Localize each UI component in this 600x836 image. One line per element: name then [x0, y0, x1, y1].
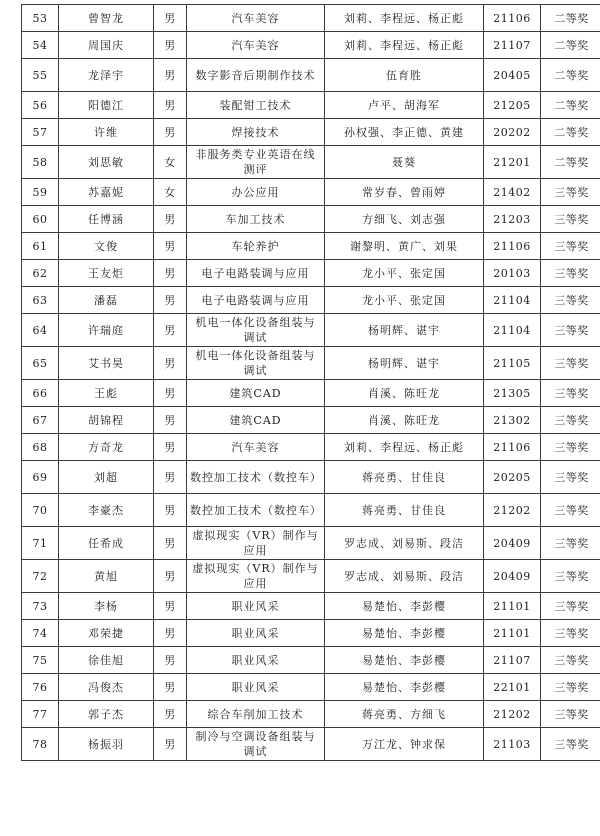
student-name-cell: 李豪杰	[59, 494, 154, 527]
instructor-names-cell: 蒋亮勇、甘佳良	[325, 461, 484, 494]
class-code-cell: 21104	[484, 314, 541, 347]
student-name-cell: 许瑞庭	[59, 314, 154, 347]
table-row	[22, 233, 600, 260]
row-number-cell: 66	[22, 380, 59, 407]
row-number-cell: 58	[22, 146, 59, 179]
award-level-cell: 二等奖	[541, 146, 600, 179]
table-row	[22, 287, 600, 314]
competition-project-cell: 车轮养护	[187, 233, 325, 260]
competition-project-cell: 汽车美容	[187, 5, 325, 32]
table-row	[22, 314, 600, 347]
award-level-cell: 三等奖	[541, 233, 600, 260]
instructor-names-cell: 易楚怡、李彭樱	[325, 620, 484, 647]
award-level-cell: 三等奖	[541, 434, 600, 461]
instructor-names-cell: 谢黎明、黄广、刘果	[325, 233, 484, 260]
class-code-cell: 20202	[484, 119, 541, 146]
gender-cell: 男	[154, 407, 187, 434]
competition-project-cell: 综合车削加工技术	[187, 701, 325, 728]
competition-project-cell: 机电一体化设备组装与调试	[187, 314, 325, 347]
table-row	[22, 701, 600, 728]
class-code-cell: 20405	[484, 59, 541, 92]
row-number-cell: 62	[22, 260, 59, 287]
class-code-cell: 21107	[484, 32, 541, 59]
row-number-cell: 71	[22, 527, 59, 560]
award-level-cell: 二等奖	[541, 59, 600, 92]
instructor-names-cell: 方细飞、刘志强	[325, 206, 484, 233]
award-level-cell: 三等奖	[541, 647, 600, 674]
class-code-cell: 21205	[484, 92, 541, 119]
class-code-cell: 21104	[484, 287, 541, 314]
competition-project-cell: 电子电路装调与应用	[187, 287, 325, 314]
gender-cell: 男	[154, 647, 187, 674]
class-code-cell: 21203	[484, 206, 541, 233]
student-name-cell: 杨振羽	[59, 728, 154, 761]
award-level-cell: 三等奖	[541, 314, 600, 347]
competition-project-cell: 数字影音后期制作技术	[187, 59, 325, 92]
row-number-cell: 65	[22, 347, 59, 380]
gender-cell: 男	[154, 494, 187, 527]
gender-cell: 男	[154, 260, 187, 287]
class-code-cell: 21201	[484, 146, 541, 179]
row-number-cell: 75	[22, 647, 59, 674]
row-number-cell: 72	[22, 560, 59, 593]
class-code-cell: 22101	[484, 674, 541, 701]
competition-project-cell: 焊接技术	[187, 119, 325, 146]
table-row	[22, 179, 600, 206]
award-table	[21, 4, 600, 761]
instructor-names-cell: 杨明辉、谌宇	[325, 347, 484, 380]
table-row	[22, 593, 600, 620]
student-name-cell: 徐佳旭	[59, 647, 154, 674]
class-code-cell: 21106	[484, 233, 541, 260]
instructor-names-cell: 易楚怡、李彭樱	[325, 674, 484, 701]
student-name-cell: 方奇龙	[59, 434, 154, 461]
student-name-cell: 许维	[59, 119, 154, 146]
row-number-cell: 64	[22, 314, 59, 347]
award-level-cell: 三等奖	[541, 179, 600, 206]
student-name-cell: 周国庆	[59, 32, 154, 59]
award-level-cell: 三等奖	[541, 728, 600, 761]
gender-cell: 男	[154, 527, 187, 560]
gender-cell: 男	[154, 560, 187, 593]
award-level-cell: 三等奖	[541, 206, 600, 233]
row-number-cell: 60	[22, 206, 59, 233]
student-name-cell: 胡锦程	[59, 407, 154, 434]
gender-cell: 男	[154, 347, 187, 380]
gender-cell: 女	[154, 179, 187, 206]
competition-project-cell: 制冷与空调设备组装与调试	[187, 728, 325, 761]
instructor-names-cell: 蒋亮勇、方细飞	[325, 701, 484, 728]
competition-project-cell: 数控加工技术（数控车）	[187, 461, 325, 494]
award-level-cell: 二等奖	[541, 32, 600, 59]
table-row	[22, 146, 600, 179]
table-row	[22, 347, 600, 380]
table-row	[22, 5, 600, 32]
award-level-cell: 三等奖	[541, 560, 600, 593]
gender-cell: 男	[154, 5, 187, 32]
gender-cell: 男	[154, 461, 187, 494]
instructor-names-cell: 肖溪、陈旺龙	[325, 380, 484, 407]
table-row	[22, 119, 600, 146]
row-number-cell: 56	[22, 92, 59, 119]
award-level-cell: 二等奖	[541, 5, 600, 32]
instructor-names-cell: 万江龙、钟求保	[325, 728, 484, 761]
competition-project-cell: 机电一体化设备组装与调试	[187, 347, 325, 380]
row-number-cell: 57	[22, 119, 59, 146]
student-name-cell: 任希成	[59, 527, 154, 560]
competition-project-cell: 装配钳工技术	[187, 92, 325, 119]
award-level-cell: 三等奖	[541, 260, 600, 287]
student-name-cell: 王友炬	[59, 260, 154, 287]
gender-cell: 男	[154, 380, 187, 407]
instructor-names-cell: 蒋亮勇、甘佳良	[325, 494, 484, 527]
competition-project-cell: 虚拟现实（VR）制作与应用	[187, 527, 325, 560]
table-row	[22, 527, 600, 560]
gender-cell: 男	[154, 434, 187, 461]
instructor-names-cell: 聂葵	[325, 146, 484, 179]
class-code-cell: 21107	[484, 647, 541, 674]
table-row	[22, 494, 600, 527]
competition-project-cell: 办公应用	[187, 179, 325, 206]
instructor-names-cell: 孙权强、李正德、黄建	[325, 119, 484, 146]
student-name-cell: 冯俊杰	[59, 674, 154, 701]
award-level-cell: 二等奖	[541, 92, 600, 119]
gender-cell: 男	[154, 314, 187, 347]
row-number-cell: 69	[22, 461, 59, 494]
competition-project-cell: 非服务类专业英语在线测评	[187, 146, 325, 179]
award-level-cell: 二等奖	[541, 119, 600, 146]
class-code-cell: 21101	[484, 620, 541, 647]
row-number-cell: 67	[22, 407, 59, 434]
student-name-cell: 刘超	[59, 461, 154, 494]
award-level-cell: 三等奖	[541, 407, 600, 434]
competition-project-cell: 职业风采	[187, 593, 325, 620]
gender-cell: 男	[154, 59, 187, 92]
table-row	[22, 434, 600, 461]
table-row	[22, 620, 600, 647]
gender-cell: 男	[154, 233, 187, 260]
award-table-body	[22, 5, 600, 761]
student-name-cell: 苏嘉妮	[59, 179, 154, 206]
instructor-names-cell: 杨明辉、谌宇	[325, 314, 484, 347]
student-name-cell: 李杨	[59, 593, 154, 620]
class-code-cell: 21106	[484, 5, 541, 32]
competition-project-cell: 职业风采	[187, 674, 325, 701]
class-code-cell: 21305	[484, 380, 541, 407]
class-code-cell: 21103	[484, 728, 541, 761]
student-name-cell: 邓荣捷	[59, 620, 154, 647]
competition-project-cell: 电子电路装调与应用	[187, 260, 325, 287]
student-name-cell: 黄旭	[59, 560, 154, 593]
competition-project-cell: 建筑CAD	[187, 407, 325, 434]
gender-cell: 男	[154, 593, 187, 620]
row-number-cell: 73	[22, 593, 59, 620]
instructor-names-cell: 伍育胜	[325, 59, 484, 92]
table-row	[22, 92, 600, 119]
gender-cell: 男	[154, 32, 187, 59]
row-number-cell: 61	[22, 233, 59, 260]
student-name-cell: 任博涵	[59, 206, 154, 233]
gender-cell: 男	[154, 674, 187, 701]
row-number-cell: 68	[22, 434, 59, 461]
row-number-cell: 53	[22, 5, 59, 32]
instructor-names-cell: 刘莉、李程远、杨正彪	[325, 434, 484, 461]
gender-cell: 男	[154, 287, 187, 314]
award-level-cell: 三等奖	[541, 347, 600, 380]
gender-cell: 女	[154, 146, 187, 179]
instructor-names-cell: 刘莉、李程远、杨正彪	[325, 5, 484, 32]
instructor-names-cell: 罗志成、刘易斯、段洁	[325, 527, 484, 560]
student-name-cell: 阳德江	[59, 92, 154, 119]
table-row	[22, 560, 600, 593]
class-code-cell: 21402	[484, 179, 541, 206]
instructor-names-cell: 易楚怡、李彭樱	[325, 593, 484, 620]
row-number-cell: 76	[22, 674, 59, 701]
class-code-cell: 21302	[484, 407, 541, 434]
student-name-cell: 龙泽宇	[59, 59, 154, 92]
class-code-cell: 20205	[484, 461, 541, 494]
award-level-cell: 三等奖	[541, 593, 600, 620]
competition-project-cell: 职业风采	[187, 647, 325, 674]
instructor-names-cell: 刘莉、李程远、杨正彪	[325, 32, 484, 59]
table-row	[22, 728, 600, 761]
class-code-cell: 20409	[484, 527, 541, 560]
award-level-cell: 三等奖	[541, 620, 600, 647]
row-number-cell: 74	[22, 620, 59, 647]
student-name-cell: 文俊	[59, 233, 154, 260]
gender-cell: 男	[154, 620, 187, 647]
class-code-cell: 21202	[484, 701, 541, 728]
student-name-cell: 刘思敏	[59, 146, 154, 179]
award-level-cell: 三等奖	[541, 494, 600, 527]
student-name-cell: 郭子杰	[59, 701, 154, 728]
row-number-cell: 78	[22, 728, 59, 761]
instructor-names-cell: 卢平、胡海军	[325, 92, 484, 119]
row-number-cell: 63	[22, 287, 59, 314]
competition-project-cell: 汽车美容	[187, 32, 325, 59]
award-level-cell: 三等奖	[541, 527, 600, 560]
class-code-cell: 20103	[484, 260, 541, 287]
instructor-names-cell: 罗志成、刘易斯、段洁	[325, 560, 484, 593]
award-level-cell: 三等奖	[541, 461, 600, 494]
table-row	[22, 674, 600, 701]
table-row	[22, 59, 600, 92]
award-level-cell: 三等奖	[541, 287, 600, 314]
table-row	[22, 260, 600, 287]
gender-cell: 男	[154, 728, 187, 761]
table-row	[22, 206, 600, 233]
gender-cell: 男	[154, 701, 187, 728]
instructor-names-cell: 易楚怡、李彭樱	[325, 647, 484, 674]
gender-cell: 男	[154, 92, 187, 119]
award-level-cell: 三等奖	[541, 701, 600, 728]
instructor-names-cell: 肖溪、陈旺龙	[325, 407, 484, 434]
student-name-cell: 潘磊	[59, 287, 154, 314]
gender-cell: 男	[154, 119, 187, 146]
table-row	[22, 461, 600, 494]
instructor-names-cell: 常岁春、曾雨婷	[325, 179, 484, 206]
row-number-cell: 54	[22, 32, 59, 59]
row-number-cell: 70	[22, 494, 59, 527]
instructor-names-cell: 龙小平、张定国	[325, 260, 484, 287]
row-number-cell: 77	[22, 701, 59, 728]
award-level-cell: 三等奖	[541, 674, 600, 701]
competition-project-cell: 职业风采	[187, 620, 325, 647]
student-name-cell: 艾书昊	[59, 347, 154, 380]
table-row	[22, 32, 600, 59]
table-row	[22, 407, 600, 434]
competition-project-cell: 数控加工技术（数控车）	[187, 494, 325, 527]
competition-project-cell: 虚拟现实（VR）制作与应用	[187, 560, 325, 593]
table-row	[22, 380, 600, 407]
student-name-cell: 曾智龙	[59, 5, 154, 32]
competition-project-cell: 车加工技术	[187, 206, 325, 233]
student-name-cell: 王彪	[59, 380, 154, 407]
competition-project-cell: 汽车美容	[187, 434, 325, 461]
class-code-cell: 20409	[484, 560, 541, 593]
gender-cell: 男	[154, 206, 187, 233]
instructor-names-cell: 龙小平、张定国	[325, 287, 484, 314]
class-code-cell: 21105	[484, 347, 541, 380]
award-level-cell: 三等奖	[541, 380, 600, 407]
row-number-cell: 55	[22, 59, 59, 92]
competition-project-cell: 建筑CAD	[187, 380, 325, 407]
table-row	[22, 647, 600, 674]
class-code-cell: 21202	[484, 494, 541, 527]
class-code-cell: 21101	[484, 593, 541, 620]
class-code-cell: 21106	[484, 434, 541, 461]
row-number-cell: 59	[22, 179, 59, 206]
